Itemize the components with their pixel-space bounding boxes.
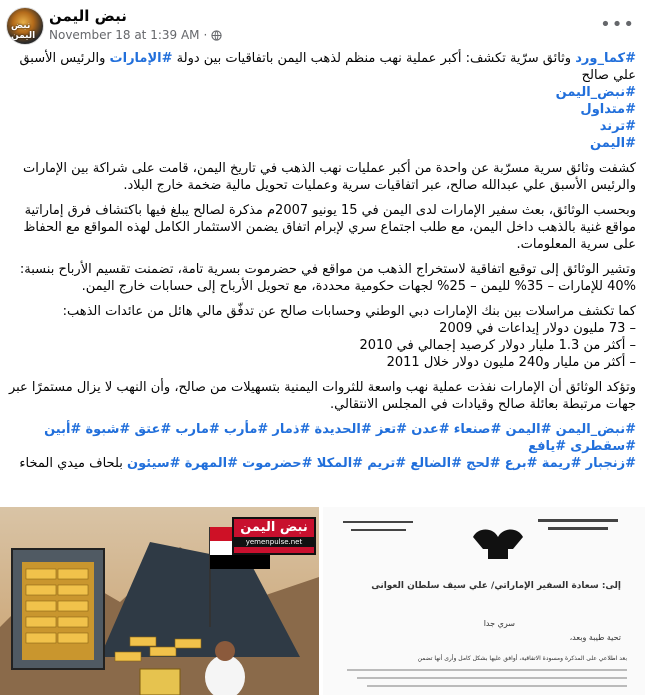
paragraph: كما تكشف مراسلات بين بنك الإمارات دبي الوطني وحسابات صالح عن تدفّق مالي هائل من عائدات الذهب: – 73 مليون دولار إيداعات في 2009 – أكثر من 1.3 مليار دولار كرصيد إجمالي في 2010 – أكثر من مليار و240 مليون دولار خلال 2011: [62, 304, 636, 370]
hashtag-link[interactable]: #مارب: [175, 422, 220, 437]
doc-line: سري جدا: [483, 619, 515, 628]
hashtag-link[interactable]: #الضالع: [410, 456, 462, 471]
logo-sub-text: yemenpulse.net: [234, 537, 314, 547]
hashtag-link[interactable]: #المكلا: [316, 456, 364, 471]
hashtag-link[interactable]: #المهرة: [184, 456, 238, 471]
logo-main-text: نبض اليمن: [240, 520, 308, 535]
doc-text-line: [357, 677, 627, 679]
hashtag-link[interactable]: #نبض_اليمن: [555, 422, 636, 437]
doc-text-line: [367, 685, 627, 687]
paragraph: كشفت وثائق سرية مسرّبة عن واحدة من أكبر عمليات نهب الذهب في تاريخ اليمن، قامت على شراكة بين الإمارات والرئيس الأسبق علي عبدالله صالح، عبر اتفاقيات سرية وعمليات تحويل مالية ضخمة خارج البلاد.: [22, 161, 636, 193]
hashtag-link[interactable]: #لحج: [466, 456, 501, 471]
hashtag-link[interactable]: #أبين: [44, 422, 82, 437]
hashtag-link[interactable]: #يافع: [528, 439, 567, 454]
globe-icon: [211, 30, 222, 41]
meta-separator: ·: [203, 28, 208, 42]
doc-text-line: [347, 669, 627, 671]
headline: [4, 50, 636, 152]
avatar-text: نبض اليمن: [11, 21, 36, 41]
plain-word: المخاء: [19, 456, 53, 471]
hashtag-link[interactable]: #الإمارات: [109, 51, 173, 66]
hashtag-link[interactable]: #صنعاء: [453, 422, 502, 437]
yemen-emblem-icon: [323, 507, 645, 695]
hashtag-link[interactable]: #مأرب: [223, 422, 269, 437]
hashtag-link[interactable]: #سقطرى: [570, 439, 636, 454]
paragraph: وبحسب الوثائق، بعث سفير الإمارات لدى اليمن في 15 يونيو 2007م مذكرة لصالح يبلغ فيها باكتشاف فرق إماراتية مواقع غنية بالذهب داخل اليمن، مع طلب اجتماع سري لإبرام اتفاق يضمن الاستثمار الكامل لهذه المواقع مع الحفاظ على سرية المعلومات.: [23, 203, 636, 252]
page-name-link[interactable]: نبض اليمن: [49, 7, 127, 25]
more-options-icon[interactable]: •••: [600, 14, 635, 35]
hashtag-link[interactable]: #كما_ورد: [575, 51, 636, 66]
headline-prefix: وثائق سرّية تكشف: أكبر عملية نهب منظم لذهب اليمن باتفاقيات بين دولة: [172, 51, 576, 66]
page-avatar[interactable]: [6, 7, 44, 45]
hashtag-link[interactable]: #عتق: [134, 422, 172, 437]
plain-word: بلحاف: [89, 456, 123, 471]
hashtag-link[interactable]: #ترند: [599, 119, 636, 134]
post-header: [0, 0, 645, 50]
hashtag-link[interactable]: #اليمن: [590, 136, 636, 151]
headline-suffix: والرئيس الأسبق علي صالح: [19, 51, 636, 83]
hashtag-link[interactable]: #تريم: [367, 456, 407, 471]
hashtag-link[interactable]: #نبض_اليمن: [555, 85, 636, 100]
paragraph: وتشير الوثائق إلى توقيع اتفاقية لاستخراج الذهب من مواقع في حضرموت بسرية تامة، تضمنت تقسيم الأرباح بنسبة: 40% للإمارات – 35% لليمن – 25% لجهات حكومية محددة، مع تحويل الأرباح إلى حسابات خارج اليمن.: [19, 262, 636, 294]
hashtag-link[interactable]: #عدن: [411, 422, 450, 437]
hashtag-link[interactable]: #سيئون: [127, 456, 181, 471]
plain-word: ميدي: [57, 456, 85, 471]
doc-line: تحية طيبة وبعد،: [569, 633, 621, 642]
hashtag-link[interactable]: #برع: [504, 456, 538, 471]
hashtag-link[interactable]: #شبوة: [85, 422, 131, 437]
post-image-gold-vault[interactable]: [0, 507, 319, 695]
post-timestamp[interactable]: November 18 at 1:39 AM: [49, 28, 200, 42]
post-image-document[interactable]: [323, 507, 645, 695]
hashtag-link[interactable]: #حضرموت: [242, 456, 313, 471]
hashtags-bottom: [4, 421, 636, 472]
post-meta: [49, 28, 222, 42]
hashtag-link[interactable]: #متداول: [580, 102, 636, 117]
doc-line: بعد اطلاعي على المذكرة ومسودة الاتفاقية، أوافق عليها بشكل كامل وأرى أنها تضمن: [417, 655, 627, 662]
hashtag-link[interactable]: #ذمار: [272, 422, 311, 437]
doc-line: إلى: سعادة السفير الإماراتي/ علي سيف سلطان العوانى: [371, 581, 621, 591]
hashtag-link[interactable]: #تعز: [375, 422, 408, 437]
news-logo: [232, 517, 316, 555]
paragraph: وتؤكد الوثائق أن الإمارات نفذت عملية نهب واسعة للثروات اليمنية بتسهيلات من صالح، وأن النهب لا يزال مستمرًا عبر جهات مرتبطة بعائلة صالح وقيادات في المجلس الانتقالي.: [8, 380, 636, 412]
post-body: [4, 50, 636, 472]
post-images: [0, 507, 645, 695]
hashtag-link[interactable]: #زنجبار: [585, 456, 636, 471]
hashtag-link[interactable]: #ريمة: [541, 456, 582, 471]
hashtag-link[interactable]: #الحديدة: [314, 422, 372, 437]
hashtag-link[interactable]: #اليمن: [505, 422, 552, 437]
